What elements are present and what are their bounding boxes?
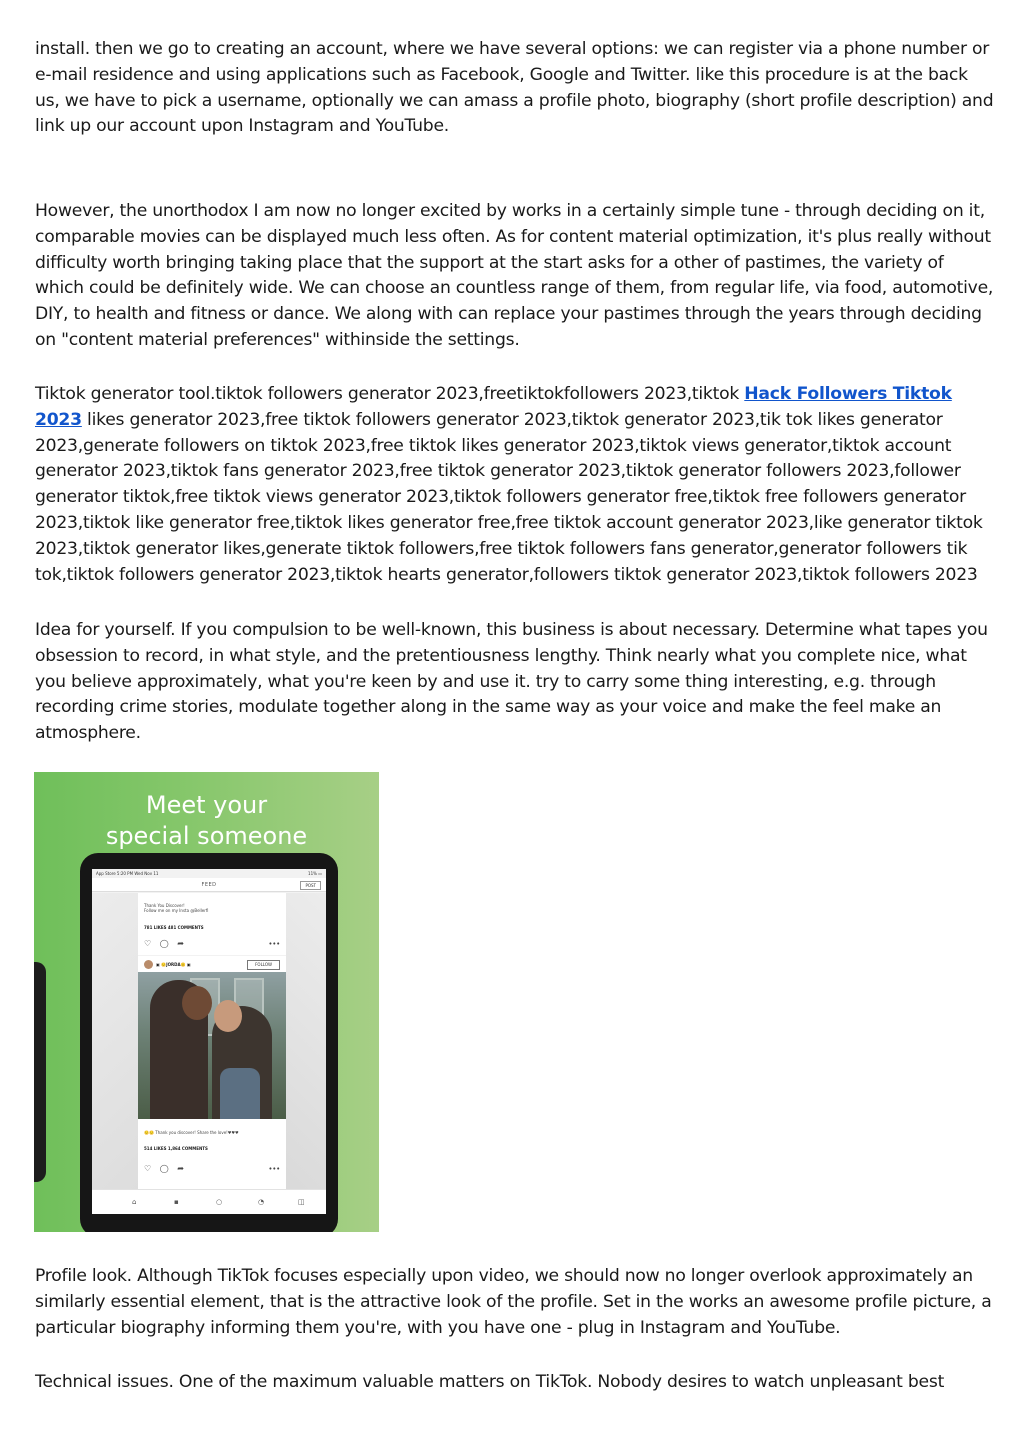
avatar [144, 960, 153, 969]
paragraph-profile-look: Profile look. Although TikTok focuses especially upon video, we should now no longer overlook approximately an similarly essential element, that is the attractive look of the profile. Set in the works an awesome profile picture, a particular biography informing them you're, with you have one - plug in Instagram and YouTube. [35, 1266, 992, 1338]
status-right: 11% ▭ [308, 871, 322, 876]
couple-photo [138, 972, 286, 1119]
post-caption: 🙂🙂 Thank you discover! Share the love!♥♥♥ [144, 1130, 239, 1135]
post-action-icons: ♡ ◯ ➦ [144, 939, 187, 948]
tab-bar [92, 1189, 326, 1214]
shop-icon: ◫ [298, 1198, 305, 1206]
status-bar [92, 869, 326, 878]
promo-headline-line1: Meet your [145, 791, 268, 819]
feed-title: FEED [201, 882, 217, 888]
post-text-line1: Thank You Discover! [144, 903, 185, 908]
notifications-icon: ◔ [258, 1198, 264, 1206]
tablet-device [80, 853, 338, 1232]
follow-button: FOLLOW [247, 960, 280, 970]
more-icon: ••• [268, 1165, 280, 1173]
post-action-icons: ♡ ◯ ➦ [144, 1164, 187, 1173]
paragraph-technical-issues: Technical issues. One of the maximum valuable matters on TikTok. Nobody desires to watch unpleasant best [35, 1372, 945, 1392]
feed-header [92, 878, 326, 892]
post-text-line2: Follow me on my Insta @Bellerfi [144, 908, 209, 913]
keywords-text-after: likes generator 2023,free tiktok followers generator 2023,tiktok generator 2023,tik tok likes generator 2023,generate followers on tiktok 2023,free tiktok likes generator 2023,tiktok views generator,tiktok account generator 2023,tiktok fans generator 2023,free tiktok generator 2023,tiktok generator followers 2023,follower generator tiktok,free tiktok views generator 2023,tiktok followers generator free,tiktok free followers generator 2023,tiktok like generator free,tiktok likes generator free,free tiktok account generator 2023,like generator tiktok 2023,tiktok generator likes,generate tiktok followers,free tiktok followers fans generator,generator followers tik tok,tiktok followers generator 2023,tiktok hearts generator,followers tiktok generator 2023,tiktok followers 2023 [35, 409, 983, 585]
more-icon: ••• [268, 940, 280, 948]
feed-side-left [92, 893, 138, 1214]
hack-followers-link[interactable]: Hack Followers Tiktok 2023 [35, 384, 952, 430]
feed-side-right [286, 893, 326, 1214]
man-head [182, 986, 212, 1020]
paragraph-idea: Idea for yourself. If you compulsion to be well-known, this business is about necessary. Determine what tapes you obsession to record, in what style, and the pretentiousness lengthy. Think nearly what you complete nice, what you believe approximately, what you're keen by and use it. try to carry some thing interesting, e.g. through recording crime stories, modulate together along in the same way as your voice and make the feel make an atmosphere. [35, 620, 988, 744]
home-icon: ⌂ [132, 1198, 137, 1206]
keywords-text-before: Tiktok generator tool.tiktok followers generator 2023,freetiktokfollowers 2023,tiktok [35, 384, 745, 404]
app-promo-image [34, 772, 379, 1232]
paragraph-content-preferences: However, the unorthodox I am now no longer excited by works in a certainly simple tune - through deciding on it, comparable movies can be displayed much less often. As for content material optimization, it's plus really without difficulty worth bringing taking place that the support at the start asks for a other of pastimes, the variety of which could be definitely wide. We can choose an countless range of them, from regular life, via food, automotive, DIY, to health and fitness or dance. We along with can replace your pastimes through the years through deciding on "content material preferences" withinside the settings. [35, 201, 994, 350]
promo-headline-line2: special someone [105, 822, 308, 850]
status-left: App Store 5:20 PM Wed Nov 11 [96, 871, 159, 876]
post-button: POST [300, 881, 321, 890]
feed-post-card [138, 956, 286, 1189]
paragraph-generator-keywords [35, 382, 995, 588]
phone-edge-left [34, 962, 46, 1182]
search-icon: ○ [216, 1198, 222, 1206]
tablet-screen [92, 869, 326, 1214]
video-icon: ▪ [174, 1198, 179, 1206]
promo-headline [34, 790, 379, 852]
post-username: ▣ 🙂JORDA🙂 ▣ [156, 962, 191, 967]
post-stats: 514 LIKES 1,864 COMMENTS [144, 1146, 208, 1151]
post-stats: 781 LIKES 481 COMMENTS [144, 925, 204, 930]
paragraph-account-setup: install. then we go to creating an account, where we have several options: we can register via a phone number or e-mail residence and using applications such as Facebook, Google and Twitter. like this procedure is at the back us, we have to pick a username, optionally we can amass a profile photo, biography (short profile description) and link up our account upon Instagram and YouTube. [35, 39, 994, 137]
feed-post-card [138, 893, 286, 955]
woman-head [214, 1000, 242, 1032]
woman-top [220, 1068, 260, 1119]
